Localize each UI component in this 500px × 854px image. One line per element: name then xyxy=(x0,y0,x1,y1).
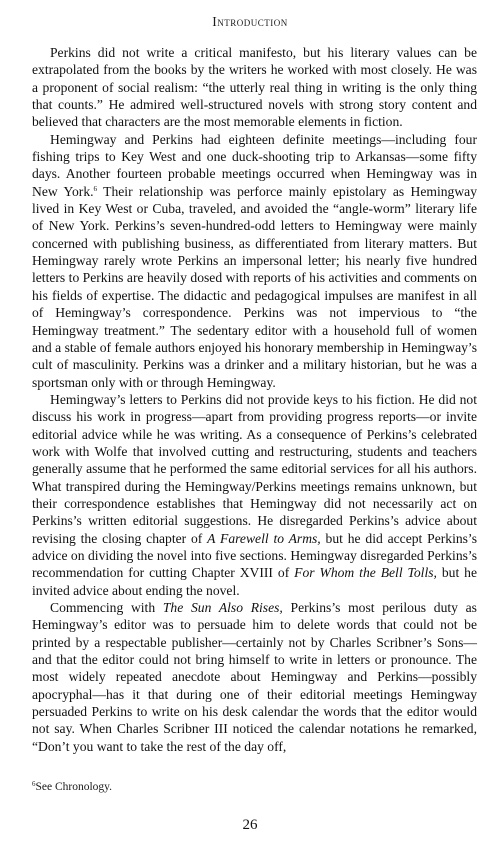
italic-title: For Whom the Bell Tolls, xyxy=(294,565,437,581)
footnote xyxy=(32,780,112,793)
text-segment: Perkins did not write a critical manifesto, but his literary values can be extrapolated from the books by the writers he worked with most closely. He was a proponent of social realism: “the utterly real thing in writing is the only thing that counts.” He admired well-structured novels with strong story content and believed that characters are the most memorable elements in fiction. xyxy=(32,45,477,130)
text-segment: but he did accept Perkins’s advice on dividing the novel into five sections. Hemingway disregarded Perkins’s recommendation for cutting Chapter XVIII of xyxy=(32,530,478,581)
footnote-reference: 6 xyxy=(93,184,98,193)
text-segment: Their relationship was perforce mainly epistolary as Hemingway lived in Key West or Cuba, traveled, and avoided the “angle-worm” literary life of New York. Perkins’s seven-hundred-odd letters to Hemingway were mainly concerned with publishing business, as differentiated from literary matters. But Hemingway rarely wrote Perkins an impersonal letter; his nearly five hundred letters to Perkins are heavily dosed with reports of his activities and comments on his fields of expertise. The didactic and pedagogical impulses are manifest in all of Hemingway’s correspondence. Perkins was not impervious to “the Hemingway treatment.” The sedentary editor with a household full of women and a stable of female authors enjoyed his honorary membership in Hemingway’s cult of masculinity. Perkins was a drinker and a military historian, but he was a sportsman only with or through Hemingway. xyxy=(32,183,477,390)
running-head: Introduction xyxy=(212,14,288,29)
paragraph xyxy=(32,599,477,755)
text-segment: Hemingway and Perkins had eighteen definite meetings—including four fishing trips to Key West and one duck-shooting trip to Arkansas—some fifty days. Another fourteen probable meetings occurred when Hemingway was in New York. xyxy=(32,131,477,199)
body-text xyxy=(32,44,477,755)
paragraph xyxy=(32,391,477,599)
italic-title: A Farewell to Arms, xyxy=(207,530,321,546)
text-segment: Hemingway’s letters to Perkins did not provide keys to his fiction. He did not discuss his work in progress—apart from providing progress reports—or invite editorial advice while he was writing. As a consequence of Perkins’s celebrated work with Wolfe that involved cutting and restructuring, students and teachers generally assume that he performed the same editorial services for all his authors. What transpired during the Hemingway/Perkins meetings remains unknown, but their correspondence establishes that Hemingway did not necessarily act on Perkins’s written editorial suggestions. He disregarded Perkins’s advice about revising the closing chapter of xyxy=(32,391,477,546)
text-segment: but he invited advice about ending the novel. xyxy=(32,565,477,598)
footnote-text: See Chronology. xyxy=(35,781,113,793)
footnote-marker: 6 xyxy=(32,780,36,788)
italic-title: The Sun Also Rises, xyxy=(162,600,283,615)
text-segment: Perkins’s most perilous duty as Hemingway’s editor was to persuade him to delete words that could not be printed by a respectable publisher—certainly not by Charles Scribner’s Sons—and that the editor could not bring himself to write in letters or pronounce. The most widely repeated anecdote about Hemingway and Perkins—possibly apocryphal—has it that during one of their editorial meetings Hemingway persuaded Perkins to write on his desk calendar the words that the editor would not say. When Charles Scribner III noticed the calendar notations he remarked, “Don’t you want to take the rest of the day off, xyxy=(32,600,477,754)
paragraph xyxy=(32,131,477,391)
page-number: 26 xyxy=(242,817,258,833)
text-segment: Commencing with xyxy=(50,600,163,615)
paragraph xyxy=(32,44,477,131)
